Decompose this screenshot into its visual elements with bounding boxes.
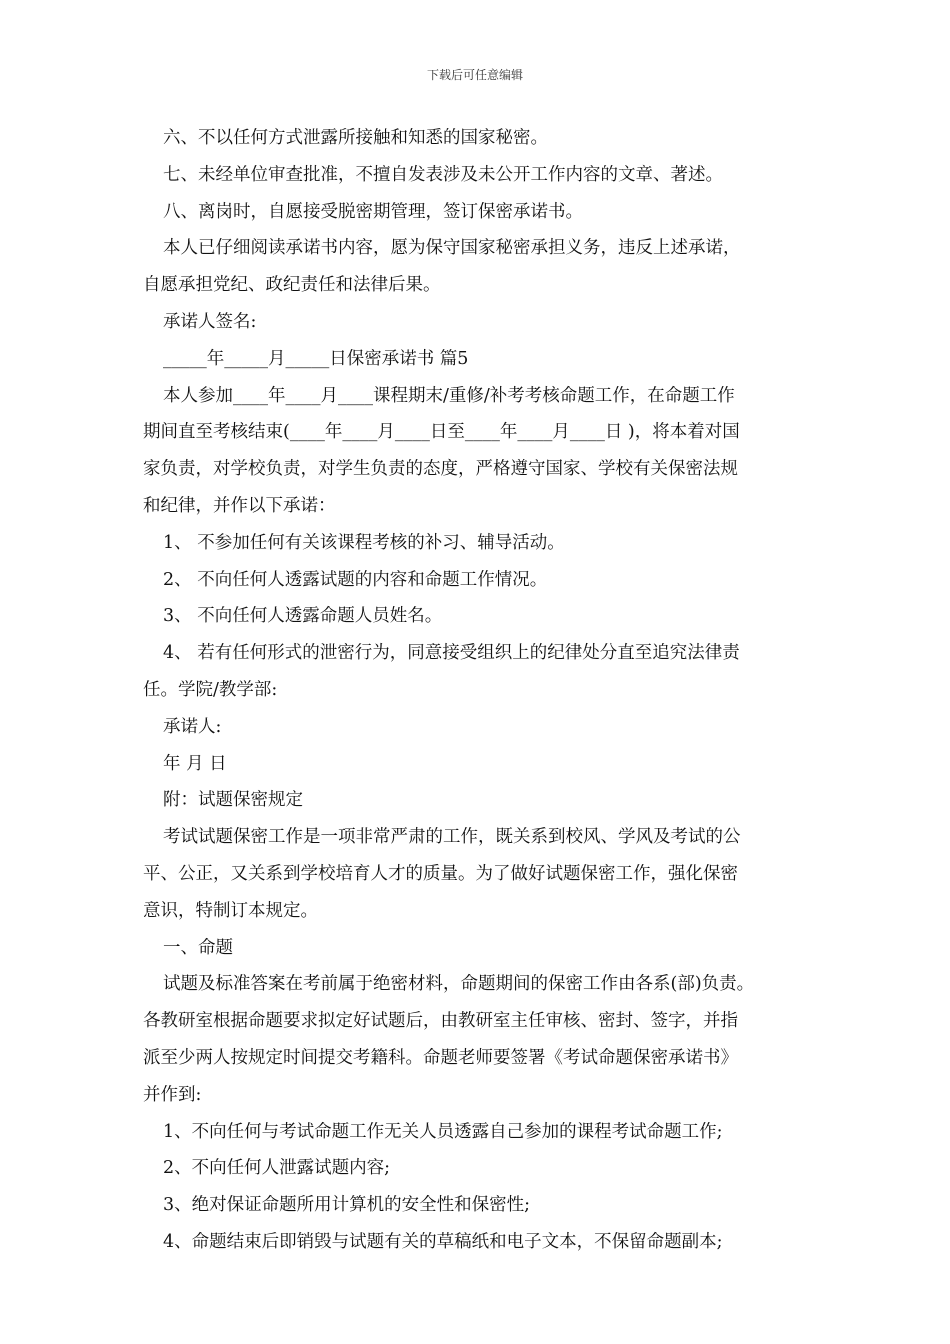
text-line: 考试试题保密工作是一项非常严肃的工作，既关系到校风、学风及考试的公 <box>163 827 741 848</box>
text-line: 任。学院/教学部: <box>143 679 278 700</box>
text-line: 3、 不向任何人透露命题人员姓名。 <box>163 606 443 627</box>
text-line: 年 月 日 <box>163 753 227 774</box>
text-line: 试题及标准答案在考前属于绝密材料，命题期间的保密工作由各系(部)负责。 <box>163 974 755 995</box>
text-line: 期间直至考核结束(____年____月____日至____年____月____日 )，将本着对国 <box>143 422 740 443</box>
text-line: 1、 不参加任何有关该课程考核的补习、辅导活动。 <box>163 532 565 553</box>
text-line: 承诺人签名: <box>163 311 257 332</box>
text-line: 自愿承担党纪、政纪责任和法律后果。 <box>143 275 441 296</box>
text-line: 本人已仔细阅读承诺书内容，愿为保守国家秘密承担义务，违反上述承诺， <box>163 238 741 259</box>
text-line: 4、 若有任何形式的泄密行为，同意接受组织上的纪律处分直至追究法律责 <box>163 643 740 664</box>
text-line: 附：试题保密规定 <box>163 790 303 811</box>
text-line: 六、不以任何方式泄露所接触和知悉的国家秘密。 <box>163 128 548 148</box>
text-line: 派至少两人按规定时间提交考籍科。命题老师要签署《考试命题保密承诺书》 <box>143 1047 738 1068</box>
text-line: 1、不向任何与考试命题工作无关人员透露自己参加的课程考试命题工作; <box>163 1121 723 1142</box>
page-header: 下载后可任意编辑 <box>426 68 523 82</box>
text-line: 2、 不向任何人透露试题的内容和命题工作情况。 <box>163 569 548 590</box>
text-line: 本人参加____年____月____课程期末/重修/补考考核命题工作，在命题工作 <box>163 385 735 406</box>
text-line: 3、绝对保证命题所用计算机的安全性和保密性; <box>163 1195 531 1216</box>
text-line: 承诺人: <box>163 716 222 737</box>
text-line: 家负责，对学校负责，对学生负责的态度，严格遵守国家、学校有关保密法规 <box>143 459 738 480</box>
text-line: 各教研室根据命题要求拟定好试题后，由教研室主任审核、密封、签字，并指 <box>143 1011 738 1032</box>
text-line: 意识，特制订本规定。 <box>143 900 318 921</box>
text-line: 一、命题 <box>163 937 233 958</box>
text-line: 八、离岗时，自愿接受脱密期管理，签订保密承诺书。 <box>163 201 583 222</box>
text-line: 2、不向任何人泄露试题内容; <box>163 1158 391 1179</box>
text-line: _____年_____月_____日保密承诺书 篇5 <box>163 348 469 369</box>
text-line: 和纪律，并作以下承诺： <box>143 495 336 516</box>
document-body <box>143 120 807 1261</box>
text-line: 4、命题结束后即销毁与试题有关的草稿纸和电子文本，不保留命题副本; <box>163 1231 723 1252</box>
text-line: 七、未经单位审查批准，不擅自发表涉及未公开工作内容的文章、著述。 <box>163 164 723 185</box>
text-line: 平、公正，又关系到学校培育人才的质量。为了做好试题保密工作，强化保密 <box>143 863 738 884</box>
text-line: 并作到: <box>143 1084 202 1105</box>
